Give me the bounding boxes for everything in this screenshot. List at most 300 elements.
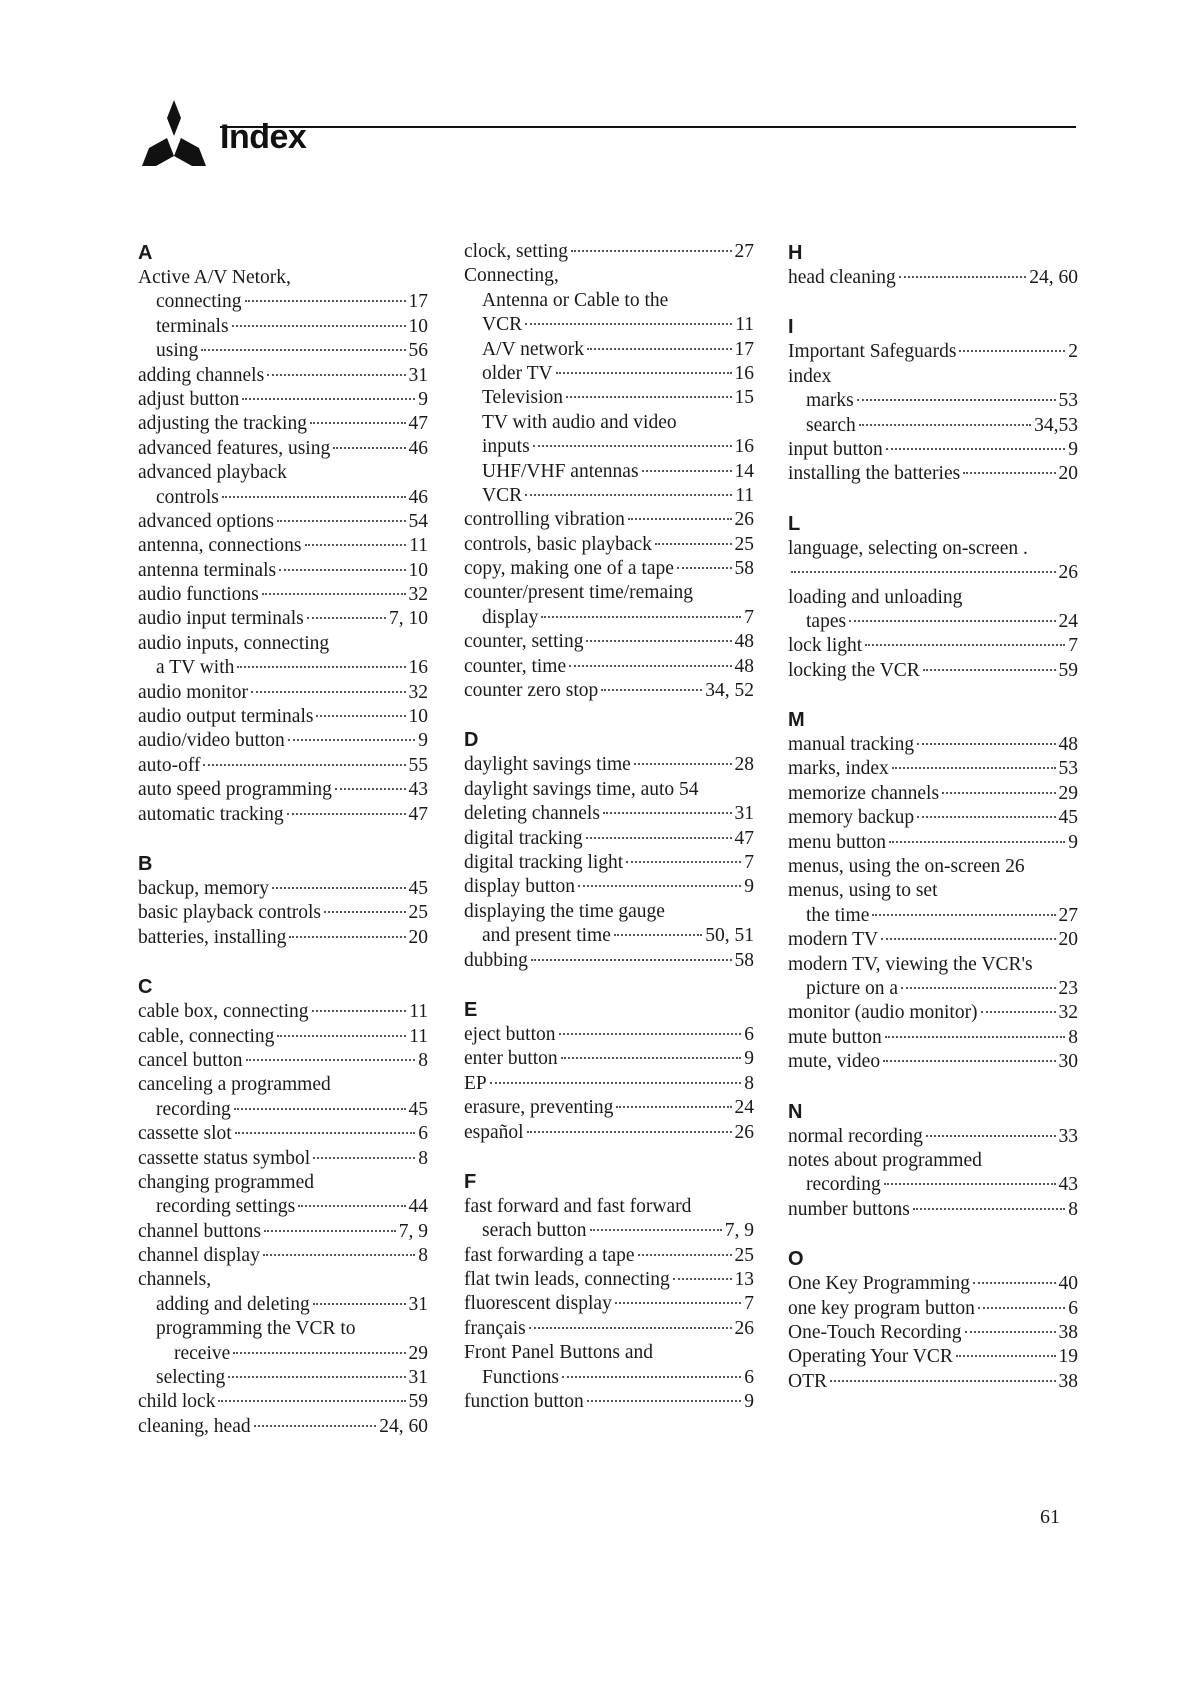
index-page-ref: 26: [734, 1121, 754, 1143]
dot-leader: [901, 987, 1055, 989]
dot-leader: [889, 841, 1065, 843]
dot-leader: [242, 398, 415, 400]
index-entry: [464, 753, 754, 777]
index-entry: [464, 1219, 754, 1243]
index-entry: [138, 1390, 428, 1414]
index-entry: [464, 484, 754, 508]
index-page-ref: 20: [1058, 929, 1078, 951]
index-term: normal recording: [788, 1125, 923, 1147]
dot-leader: [288, 739, 415, 741]
index-term: display: [482, 606, 539, 628]
index-entry: [464, 1047, 754, 1071]
dot-leader: [279, 569, 405, 571]
index-entry: [138, 656, 428, 680]
dot-leader: [232, 325, 406, 327]
index-term: recording: [156, 1098, 231, 1120]
index-term: fast forward and fast forward: [464, 1195, 692, 1217]
index-entry: [464, 533, 754, 557]
index-term: input button: [788, 438, 883, 460]
index-entry: [464, 1390, 754, 1414]
dot-leader: [218, 1400, 405, 1402]
index-entry: [464, 1195, 754, 1219]
index-term: digital tracking light: [464, 851, 624, 873]
index-page-ref: 19: [1058, 1346, 1078, 1368]
index-entry: [464, 338, 754, 362]
index-entry: [138, 1025, 428, 1049]
index-page-ref: 11: [409, 1001, 428, 1023]
dot-leader: [201, 349, 405, 351]
index-term: marks, index: [788, 758, 889, 780]
index-term: receive: [174, 1342, 231, 1364]
index-page-ref: 29: [408, 1342, 428, 1364]
index-term: adjusting the tracking: [138, 413, 307, 435]
index-term: cable, connecting: [138, 1025, 275, 1047]
index-page-ref: 31: [408, 1367, 428, 1389]
index-page-ref: 11: [409, 1025, 428, 1047]
dot-leader: [333, 447, 405, 449]
dot-leader: [628, 518, 732, 520]
index-entry: [464, 1366, 754, 1390]
index-page-ref: 34, 52: [705, 680, 754, 702]
index-term: menus, using the on-screen: [788, 856, 1001, 878]
index-page-ref: 29: [1058, 782, 1078, 804]
dot-leader: [203, 764, 405, 766]
index-page-ref: 10: [408, 706, 428, 728]
index-term: basic playback controls: [138, 902, 322, 924]
index-term: advanced playback: [138, 462, 287, 484]
dot-leader: [626, 861, 741, 863]
index-page-ref: 7: [744, 851, 754, 873]
index-page-ref: 26: [734, 1317, 754, 1339]
index-term: audio monitor: [138, 681, 248, 703]
index-entry: [138, 1342, 428, 1366]
index-section-b: [138, 851, 428, 950]
index-term: controls: [156, 486, 219, 508]
header-rule: [220, 126, 1076, 128]
index-term: Operating Your VCR: [788, 1346, 953, 1368]
index-page-ref: 26: [1005, 856, 1025, 878]
dot-leader: [884, 1183, 1056, 1185]
index-page-ref: 48: [1058, 734, 1078, 756]
index-section-c: [138, 974, 428, 1439]
index-page-ref: 27: [734, 241, 754, 262]
dot-leader: [638, 1254, 732, 1256]
dot-leader: [677, 567, 732, 569]
index-entry: [138, 559, 428, 583]
index-page-ref: 15: [734, 387, 754, 409]
index-entry: [138, 1000, 428, 1024]
index-entry: [138, 461, 428, 485]
index-column-2: [464, 240, 754, 1438]
index-page-ref: 53: [1058, 758, 1078, 780]
dot-leader: [892, 767, 1056, 769]
dot-leader: [569, 665, 731, 667]
index-term: Front Panel Buttons and: [464, 1342, 654, 1364]
index-term: Important Safeguards: [788, 341, 957, 363]
index-term: backup, memory: [138, 877, 270, 899]
index-entry: [464, 289, 754, 313]
dot-leader: [235, 1132, 416, 1134]
dot-leader: [899, 276, 1027, 278]
index-section-d: [464, 727, 754, 973]
index-page-ref: 7, 9: [398, 1220, 428, 1242]
dot-leader: [313, 1157, 415, 1159]
dot-leader: [634, 763, 732, 765]
section-letter: O: [788, 1248, 804, 1271]
index-page-ref: 59: [1058, 659, 1078, 681]
index-page-ref: 25: [734, 533, 754, 555]
dot-leader: [885, 1036, 1066, 1038]
section-letter: H: [788, 242, 803, 264]
index-entry: [464, 581, 754, 605]
index-term: controls, basic playback: [464, 533, 652, 555]
index-term: deleting channels: [464, 803, 600, 825]
index-entry: [464, 655, 754, 679]
index-page-ref: 11: [735, 484, 754, 506]
index-term: Connecting,: [464, 265, 559, 287]
index-entry: [138, 1244, 428, 1268]
index-term: installing the batteries: [788, 463, 961, 485]
index-entry: [138, 1366, 428, 1390]
dot-leader: [289, 936, 405, 938]
index-entry: [788, 1026, 1078, 1050]
index-entry: [464, 851, 754, 875]
index-entry: [464, 1096, 754, 1120]
index-term: lock light: [788, 635, 863, 657]
dot-leader: [228, 1376, 405, 1378]
index-page-ref: 45: [408, 877, 428, 899]
dot-leader: [313, 1303, 406, 1305]
dot-leader: [587, 348, 731, 350]
index-term: adding and deleting: [156, 1293, 310, 1315]
dot-leader: [298, 1205, 405, 1207]
index-entry: [788, 1272, 1078, 1296]
dot-leader: [601, 689, 702, 691]
index-section-continued: [464, 240, 754, 703]
index-term: memory backup: [788, 807, 915, 829]
section-letter: L: [788, 512, 801, 535]
index-page-ref: 25: [408, 902, 428, 924]
index-page-ref: 58: [734, 558, 754, 580]
index-entry: [464, 435, 754, 459]
dot-leader: [616, 1106, 731, 1108]
index-page-ref: 32: [408, 584, 428, 606]
index-term: mute button: [788, 1026, 882, 1048]
dot-leader: [556, 372, 732, 374]
section-letter: F: [464, 1170, 477, 1193]
index-page-ref: 44: [408, 1196, 428, 1218]
index-entry: [788, 806, 1078, 830]
index-term: connecting: [156, 291, 242, 313]
index-entry: [138, 1049, 428, 1073]
index-page-ref: 11: [409, 535, 428, 557]
index-entry: [464, 1292, 754, 1316]
index-term: Active A/V Netork,: [138, 267, 291, 288]
index-term: menus, using to set: [788, 880, 938, 902]
index-entry: [138, 315, 428, 339]
dot-leader: [614, 934, 702, 936]
index-term: VCR: [482, 314, 523, 336]
dot-leader: [562, 1376, 741, 1378]
index-term: picture on a: [806, 977, 899, 999]
dot-leader: [973, 1282, 1056, 1284]
index-term: changing programmed: [138, 1171, 314, 1193]
dot-leader: [222, 496, 406, 498]
index-page-ref: 9: [744, 1391, 754, 1413]
section-letter: I: [788, 316, 794, 339]
index-term: fluorescent display: [464, 1293, 612, 1315]
index-page-ref: 23: [1058, 977, 1078, 999]
index-entry: [788, 928, 1078, 952]
dot-leader: [541, 616, 741, 618]
index-term: channels,: [138, 1269, 212, 1291]
index-entry: [138, 339, 428, 363]
index-term: audio input terminals: [138, 608, 304, 630]
index-entry: [788, 953, 1078, 977]
index-page-ref: 7: [1068, 635, 1078, 657]
index-term: eject button: [464, 1023, 556, 1045]
index-section-l: [788, 511, 1078, 683]
dot-leader: [272, 887, 405, 889]
index-page-ref: 9: [418, 388, 428, 410]
page-title: Index: [220, 118, 307, 156]
index-entry: [464, 313, 754, 337]
index-entry: [464, 1268, 754, 1292]
section-letter: B: [138, 852, 153, 875]
page-header: [136, 100, 1076, 170]
dot-leader: [312, 1010, 407, 1012]
index-term: index: [788, 365, 832, 387]
index-entry: [788, 855, 1078, 879]
index-term: flat twin leads, connecting: [464, 1269, 670, 1291]
index-entry: [788, 831, 1078, 855]
index-term: selecting: [156, 1367, 226, 1389]
index-term: controlling vibration: [464, 509, 625, 531]
dot-leader: [529, 1327, 732, 1329]
index-entry: [464, 630, 754, 654]
section-letter: M: [788, 709, 805, 732]
index-term: advanced options: [138, 510, 274, 532]
index-page-ref: 54: [679, 778, 699, 800]
index-page-ref: 17: [734, 338, 754, 360]
index-page-ref: 6: [1068, 1297, 1078, 1319]
index-entry: [138, 778, 428, 802]
index-page-ref: 24: [1058, 610, 1078, 632]
index-page-ref: 38: [1058, 1321, 1078, 1343]
section-letter: A: [138, 242, 153, 264]
index-entry: [464, 778, 754, 802]
index-term: counter zero stop: [464, 680, 599, 702]
three-diamond-logo-icon: [136, 100, 212, 166]
index-page-ref: 43: [408, 779, 428, 801]
index-page-ref: 50, 51: [705, 925, 754, 947]
index-page-ref: 32: [408, 681, 428, 703]
dot-leader: [237, 666, 405, 668]
index-entry: [788, 561, 1078, 585]
index-page-ref: 26: [734, 509, 754, 531]
index-entry: [138, 1073, 428, 1097]
index-entry: [788, 733, 1078, 757]
dot-leader: [277, 520, 406, 522]
index-term: daylight savings time, auto: [464, 778, 675, 800]
index-page-ref: 32: [1058, 1002, 1078, 1024]
dot-leader: [913, 1208, 1065, 1210]
index-entry: [788, 1297, 1078, 1321]
dot-leader: [525, 323, 732, 325]
index-entry: [464, 240, 754, 264]
dot-leader: [849, 620, 1055, 622]
index-page-ref: 7, 9: [724, 1220, 754, 1242]
index-entry: [138, 266, 428, 290]
index-entry: [464, 900, 754, 924]
index-term: language, selecting on-screen .: [788, 537, 1028, 559]
dot-leader: [959, 350, 1065, 352]
index-page-ref: 8: [744, 1072, 754, 1094]
index-page-ref: 43: [1058, 1174, 1078, 1196]
index-term: search: [806, 414, 856, 436]
index-entry: [788, 266, 1078, 290]
dot-leader: [264, 1230, 396, 1232]
index-entry: [138, 1122, 428, 1146]
index-entry: [138, 534, 428, 558]
dot-leader: [234, 1108, 406, 1110]
index-page-ref: 26: [1058, 562, 1078, 584]
index-entry: [788, 659, 1078, 683]
index-page-ref: 46: [408, 437, 428, 459]
index-entry: [788, 879, 1078, 903]
index-page-ref: 31: [408, 364, 428, 386]
dot-leader: [857, 399, 1056, 401]
dot-leader: [942, 792, 1055, 794]
index-page-ref: 9: [744, 1048, 754, 1070]
index-page-ref: 14: [734, 460, 754, 482]
dot-leader: [533, 445, 732, 447]
index-entry: [788, 1050, 1078, 1074]
index-page-ref: 31: [734, 803, 754, 825]
index-term: mute, video: [788, 1051, 881, 1073]
dot-leader: [251, 691, 406, 693]
index-page-ref: 47: [408, 413, 428, 435]
index-term: adjust button: [138, 388, 240, 410]
index-entry: [788, 1321, 1078, 1345]
index-term: locking the VCR: [788, 659, 920, 681]
index-page-ref: 20: [408, 926, 428, 948]
index-section-e: [464, 997, 754, 1145]
dot-leader: [531, 959, 732, 961]
index-term: enter button: [464, 1048, 558, 1070]
index-term: OTR: [788, 1370, 827, 1392]
index-entry: [788, 537, 1078, 561]
dot-leader: [872, 914, 1055, 916]
index-term: channel display: [138, 1245, 260, 1267]
index-entry: [788, 904, 1078, 928]
index-term: the time: [806, 904, 870, 926]
index-entry: [464, 1317, 754, 1341]
index-page-ref: 24: [734, 1097, 754, 1119]
index-page-ref: 16: [408, 657, 428, 679]
dot-leader: [590, 1229, 722, 1231]
index-column-1: [138, 240, 428, 1463]
index-entry: [464, 362, 754, 386]
index-term: serach button: [482, 1220, 587, 1242]
index-page-ref: 20: [1058, 463, 1078, 485]
index-page-ref: 30: [1058, 1051, 1078, 1073]
dot-leader: [246, 1059, 416, 1061]
dot-leader: [587, 1400, 742, 1402]
index-page-ref: 46: [408, 486, 428, 508]
index-term: canceling a programmed: [138, 1074, 331, 1096]
index-entry: [138, 388, 428, 412]
index-entry: [138, 607, 428, 631]
index-term: number buttons: [788, 1198, 910, 1220]
index-term: manual tracking: [788, 734, 915, 756]
index-entry: [788, 462, 1078, 486]
index-entry: [464, 949, 754, 973]
index-term: a TV with: [156, 657, 235, 679]
index-entry: [138, 510, 428, 534]
index-entry: [464, 875, 754, 899]
index-term: clock, setting: [464, 241, 568, 262]
index-entry: [138, 486, 428, 510]
index-entry: [138, 1171, 428, 1195]
index-entry: [138, 437, 428, 461]
index-term: memorize channels: [788, 782, 940, 804]
section-letter: C: [138, 976, 153, 999]
dot-leader: [615, 1302, 741, 1304]
index-entry: [788, 1125, 1078, 1149]
dot-leader: [883, 1060, 1055, 1062]
index-entry: [788, 365, 1078, 389]
dot-leader: [865, 644, 1065, 646]
index-entry: [464, 264, 754, 288]
index-entry: [464, 1023, 754, 1047]
index-term: marks: [806, 390, 854, 412]
index-entry: [464, 1072, 754, 1096]
index-page-ref: 24, 60: [1029, 267, 1078, 288]
index-section-i: [788, 314, 1078, 486]
dot-leader: [578, 885, 741, 887]
dot-leader: [245, 300, 406, 302]
index-term: TV with audio and video: [482, 411, 677, 433]
index-page-ref: 8: [418, 1049, 428, 1071]
index-page-ref: 31: [408, 1293, 428, 1315]
index-entry: [138, 729, 428, 753]
index-page-ref: 27: [1058, 904, 1078, 926]
index-page-ref: 38: [1058, 1370, 1078, 1392]
index-term: counter/present time/remaing: [464, 582, 694, 604]
dot-leader: [263, 1254, 415, 1256]
index-page-ref: 17: [408, 291, 428, 313]
index-term: audio output terminals: [138, 706, 314, 728]
dot-leader: [917, 816, 1055, 818]
index-page-ref: 33: [1058, 1125, 1078, 1147]
index-term: cable box, connecting: [138, 1001, 309, 1023]
index-page-ref: 8: [1068, 1198, 1078, 1220]
index-entry: [138, 1195, 428, 1219]
dot-leader: [310, 422, 406, 424]
index-page-ref: 8: [1068, 1026, 1078, 1048]
dot-leader: [791, 571, 1056, 573]
index-page-ref: 8: [418, 1147, 428, 1169]
index-entry: [788, 1149, 1078, 1173]
index-term: modern TV, viewing the VCR's: [788, 953, 1033, 975]
page-number: 61: [1040, 1506, 1060, 1528]
index-entry: [788, 1198, 1078, 1222]
index-entry: [138, 803, 428, 827]
index-entry: [138, 681, 428, 705]
dot-leader: [963, 472, 1055, 474]
index-section-f: [464, 1169, 754, 1415]
